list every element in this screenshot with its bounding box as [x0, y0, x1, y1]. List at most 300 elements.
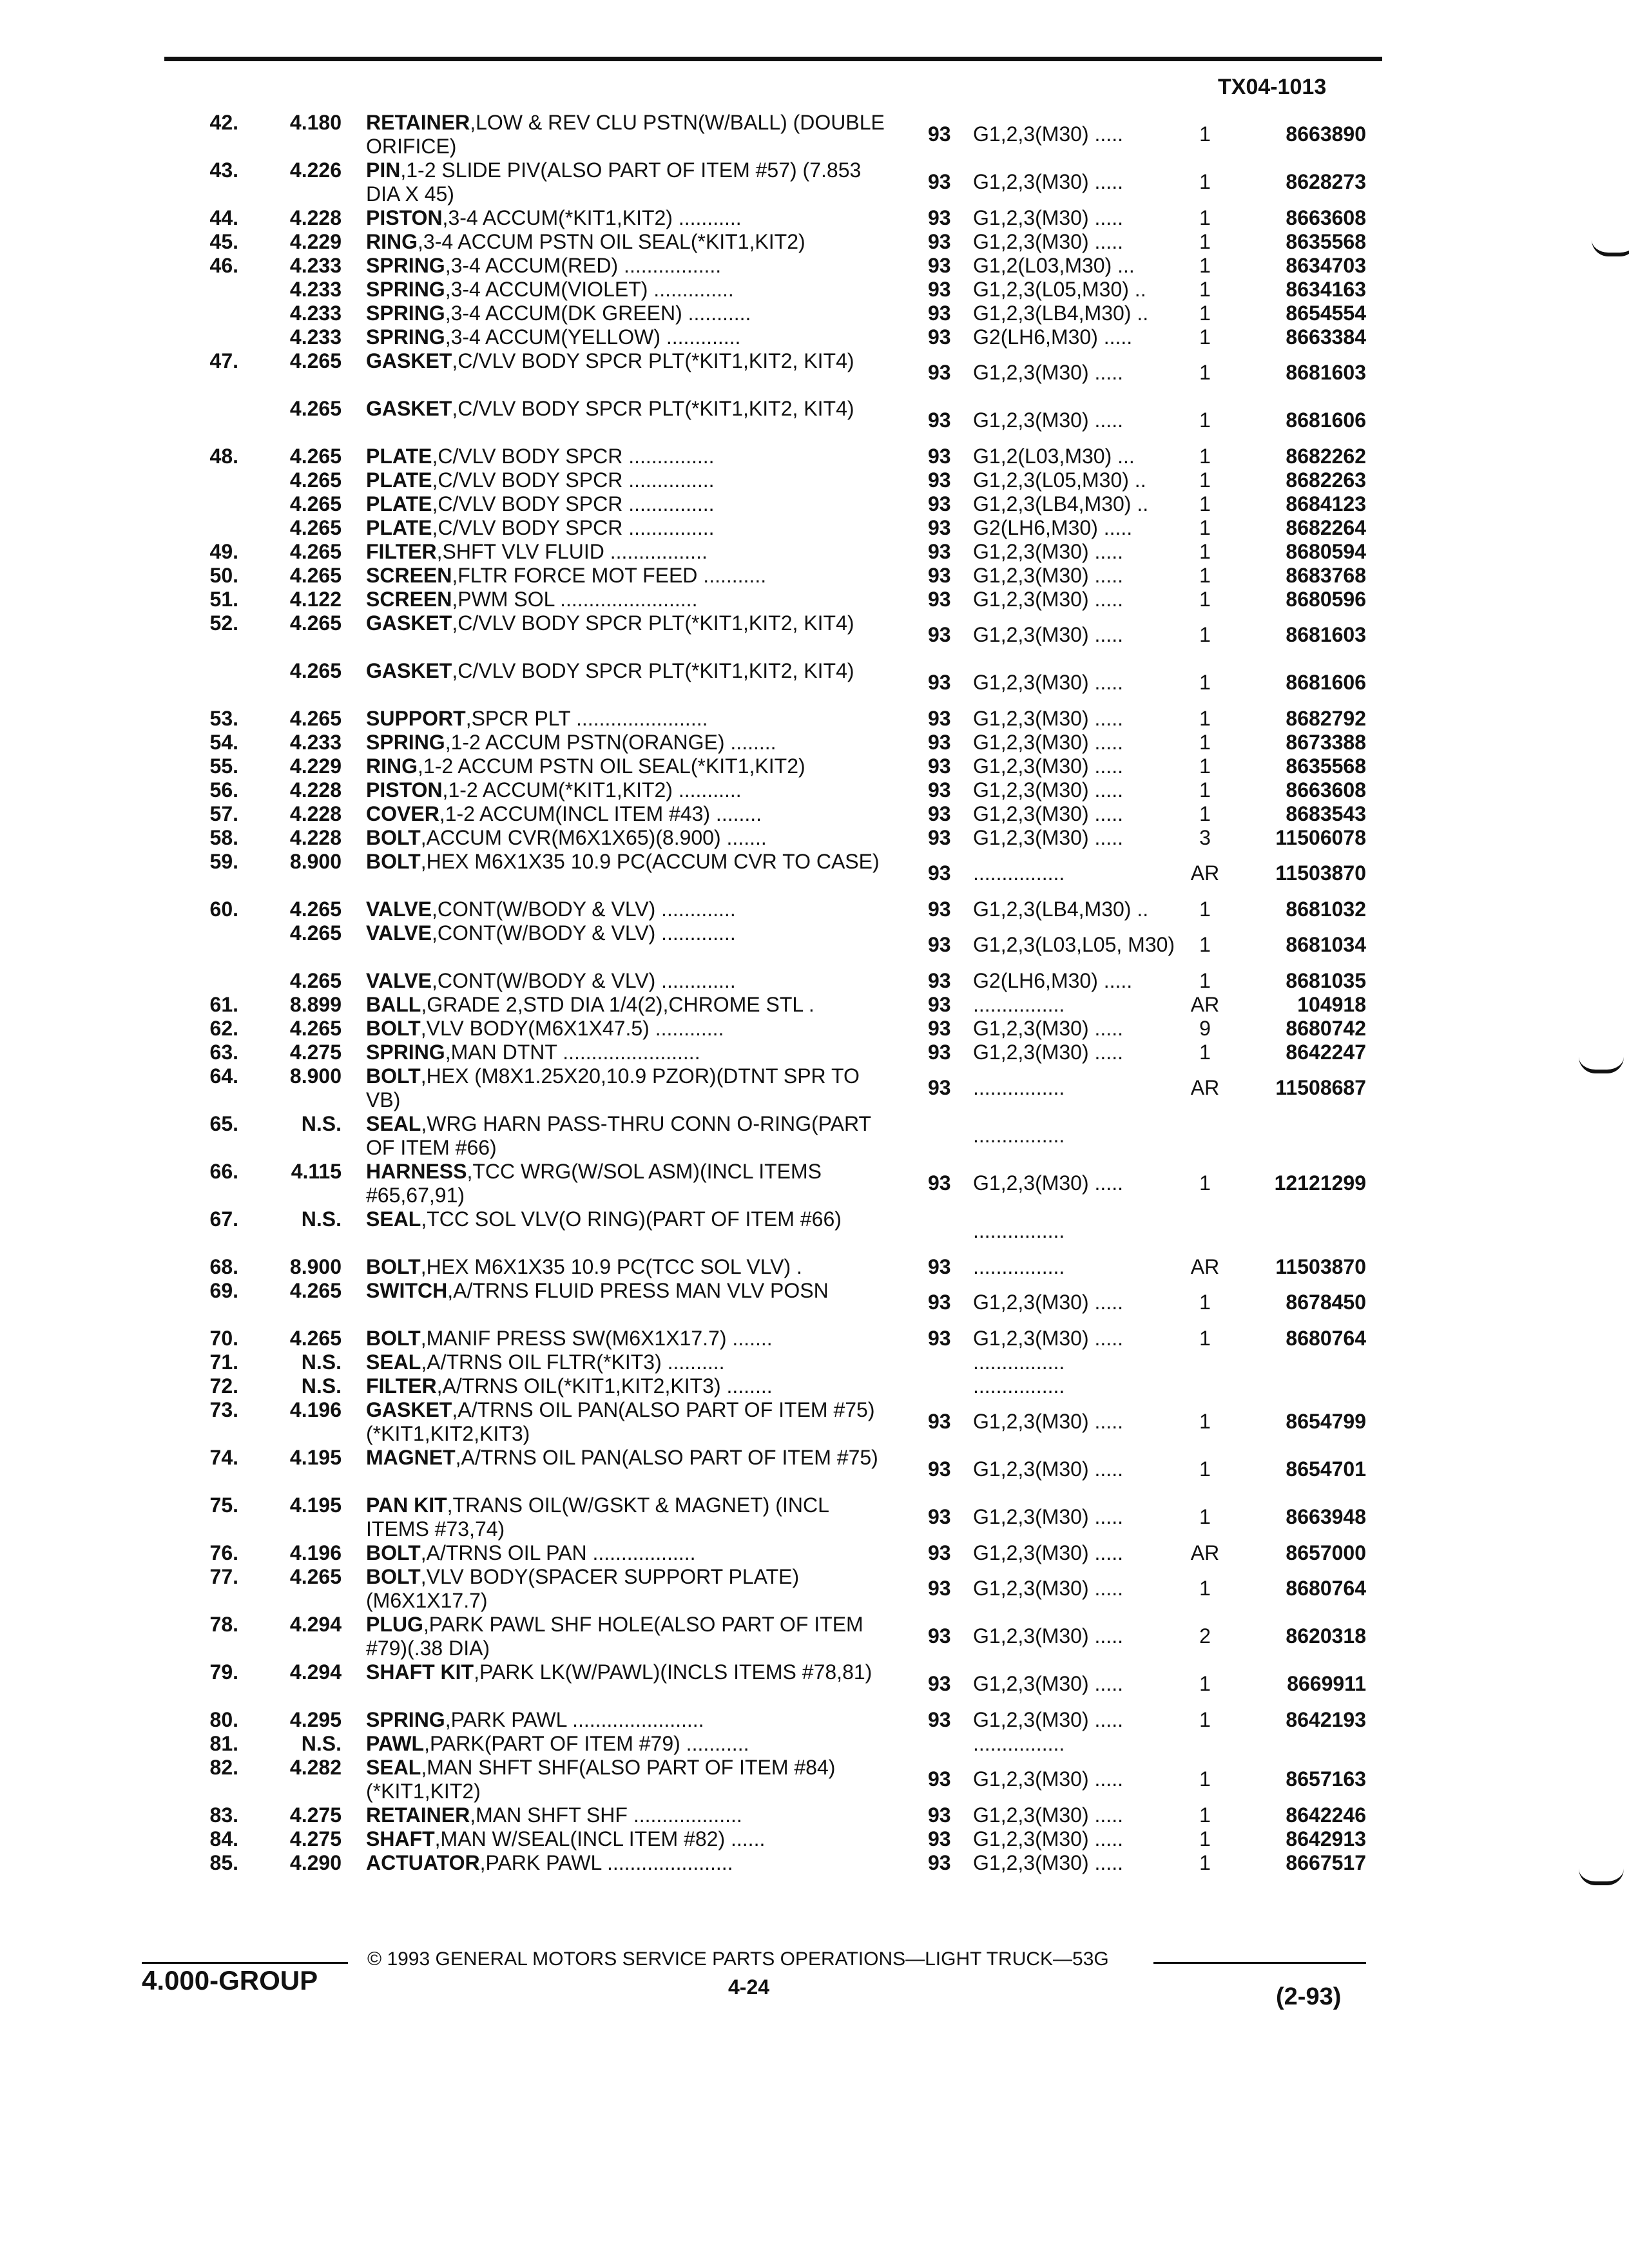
part-number: 8669911: [1287, 1672, 1366, 1695]
group-number: 4.115: [291, 1160, 342, 1183]
part-description: [366, 1327, 894, 1350]
part-description: [366, 1112, 894, 1160]
item-number: 42.: [209, 111, 238, 134]
parts-row: [0, 1851, 1629, 1875]
item-number: 66.: [209, 1160, 238, 1183]
part-detail: ,PARK(PART OF ITEM #79) ...........: [424, 1732, 749, 1755]
quantity: 1: [1199, 671, 1211, 694]
part-name: RETAINER: [366, 1803, 470, 1827]
part-detail: ,WRG HARN PASS-THRU CONN O-RING(PART OF ITEM #66): [366, 1112, 871, 1159]
item-number: 51.: [209, 588, 238, 611]
model-year: 93: [928, 1457, 951, 1481]
item-number: 57.: [209, 802, 238, 825]
parts-row: [0, 993, 1629, 1017]
model-year: 93: [928, 408, 951, 432]
model-year: 93: [928, 170, 951, 193]
part-name: PISTON: [366, 206, 443, 229]
part-detail: ,CONT(W/BODY & VLV) .............: [431, 898, 736, 921]
part-description: [366, 1041, 894, 1064]
part-detail: ,HEX M6X1X35 10.9 PC(TCC SOL VLV) .: [420, 1255, 802, 1278]
quantity: 1: [1199, 206, 1211, 229]
part-name: PLATE: [366, 445, 432, 468]
item-number: 49.: [209, 540, 238, 563]
usage-code: G1,2(L03,M30) ...: [973, 445, 1135, 468]
part-detail: ,A/TRNS OIL PAN(ALSO PART OF ITEM #75)(*KIT1,KIT2,KIT3): [366, 1398, 875, 1445]
part-description: [366, 1851, 894, 1875]
part-description: [366, 325, 894, 349]
part-number: 8642913: [1286, 1827, 1366, 1850]
usage-code: G1,2,3(M30) .....: [973, 1541, 1123, 1564]
item-number: 72.: [209, 1374, 238, 1398]
item-number: 65.: [209, 1112, 238, 1135]
part-name: VALVE: [366, 969, 432, 992]
part-name: PISTON: [366, 778, 443, 802]
part-name: BOLT: [366, 1064, 421, 1088]
usage-code: G1,2,3(M30) .....: [973, 1577, 1123, 1600]
part-name: PLATE: [366, 492, 432, 515]
item-number: 81.: [209, 1732, 238, 1755]
model-year: 93: [928, 1827, 951, 1850]
model-year: 93: [928, 254, 951, 277]
group-number: 4.228: [289, 802, 342, 825]
part-name: SUPPORT: [366, 707, 466, 730]
group-number: 4.233: [289, 278, 342, 301]
quantity: AR: [1190, 1541, 1220, 1564]
item-number: 43.: [209, 159, 238, 182]
quantity: 1: [1199, 170, 1211, 193]
part-description: [366, 1374, 894, 1398]
usage-code: G1,2,3(M30) .....: [973, 1171, 1123, 1195]
part-detail: ,CONT(W/BODY & VLV) .............: [431, 969, 736, 992]
usage-code: ................: [973, 1076, 1065, 1099]
model-year: 93: [928, 1767, 951, 1791]
item-number: 55.: [209, 754, 238, 778]
part-description: [366, 1279, 894, 1303]
usage-code: G1,2,3(M30) .....: [973, 361, 1123, 384]
parts-row: [0, 754, 1629, 778]
quantity: 2: [1199, 1624, 1211, 1648]
quantity: 1: [1199, 802, 1211, 825]
part-name: SPRING: [366, 325, 445, 349]
group-number: 4.294: [289, 1613, 342, 1636]
part-detail: ,PWM SOL ........................: [452, 588, 698, 611]
item-number: 70.: [209, 1327, 238, 1350]
item-number: 61.: [209, 993, 238, 1016]
parts-row: [0, 1803, 1629, 1827]
item-number: 78.: [209, 1613, 238, 1636]
parts-row: [0, 611, 1629, 659]
top-rule: [164, 57, 1382, 61]
model-year: 93: [928, 1076, 951, 1099]
usage-code: ................: [973, 861, 1065, 885]
part-detail: ,1-2 ACCUM(INCL ITEM #43) ........: [439, 802, 762, 825]
group-number: 4.265: [289, 659, 342, 682]
part-description: [366, 206, 894, 230]
part-detail: ,C/VLV BODY SPCR ...............: [432, 468, 715, 492]
part-number: 8635568: [1286, 754, 1366, 778]
item-number: 56.: [209, 778, 238, 802]
model-year: 93: [928, 540, 951, 563]
part-detail: ,1-2 SLIDE PIV(ALSO PART OF ITEM #57) (7.853 DIA X 45): [366, 159, 862, 206]
part-number: 8654799: [1286, 1410, 1366, 1433]
quantity: 1: [1199, 588, 1211, 611]
part-description: [366, 564, 894, 588]
group-number: 4.233: [289, 325, 342, 349]
quantity: 1: [1199, 969, 1211, 992]
model-year: 93: [928, 1541, 951, 1564]
part-detail: ,ACCUM CVR(M6X1X65)(8.900) .......: [420, 826, 767, 849]
part-name: GASKET: [366, 1398, 452, 1421]
parts-row: [0, 516, 1629, 540]
part-number: 8635568: [1286, 230, 1366, 253]
part-detail: ,3-4 ACCUM(*KIT1,KIT2) ...........: [442, 206, 742, 229]
part-name: BOLT: [366, 1327, 421, 1350]
part-description: [366, 921, 894, 945]
part-detail: ,A/TRNS OIL PAN ..................: [420, 1541, 696, 1564]
quantity: 1: [1199, 1457, 1211, 1481]
group-number: 4.294: [289, 1660, 342, 1684]
group-number: 4.180: [289, 111, 342, 134]
quantity: 1: [1199, 898, 1211, 921]
part-description: [366, 230, 894, 254]
group-number: N.S.: [301, 1374, 342, 1398]
part-number: 8680594: [1286, 540, 1366, 563]
model-year: 93: [928, 1291, 951, 1314]
part-number: 8654701: [1286, 1457, 1366, 1481]
parts-row: [0, 969, 1629, 993]
model-year: 93: [928, 516, 951, 539]
usage-code: G1,2,3(M30) .....: [973, 1505, 1123, 1528]
group-number: 8.899: [289, 993, 342, 1016]
part-description: [366, 1064, 894, 1112]
part-description: [366, 1541, 894, 1565]
part-number: 8634703: [1286, 254, 1366, 277]
group-number: 4.226: [289, 159, 342, 182]
usage-code: G1,2,3(M30) .....: [973, 826, 1123, 849]
part-name: RING: [366, 230, 418, 253]
group-number: 4.290: [289, 1851, 342, 1874]
usage-code: G1,2,3(M30) .....: [973, 122, 1123, 146]
group-number: 4.282: [289, 1756, 342, 1779]
part-detail: ,MAN W/SEAL(INCL ITEM #82) ......: [434, 1827, 766, 1850]
group-number: 4.265: [289, 611, 342, 635]
group-number: 4.275: [289, 1803, 342, 1827]
model-year: 93: [928, 445, 951, 468]
part-description: [366, 1350, 894, 1374]
parts-row: [0, 230, 1629, 254]
usage-code: G1,2,3(M30) .....: [973, 731, 1123, 754]
quantity: 1: [1199, 778, 1211, 802]
group-number: 4.229: [289, 754, 342, 778]
parts-row: [0, 1756, 1629, 1803]
model-year: 93: [928, 588, 951, 611]
usage-code: G1,2,3(M30) .....: [973, 1827, 1123, 1850]
parts-row: [0, 588, 1629, 611]
parts-row: [0, 492, 1629, 516]
quantity: 1: [1199, 1803, 1211, 1827]
part-description: [366, 1446, 894, 1470]
part-number: 8681035: [1286, 969, 1366, 992]
parts-row: [0, 898, 1629, 921]
model-year: 93: [928, 492, 951, 515]
parts-row: [0, 1207, 1629, 1255]
part-name: COVER: [366, 802, 439, 825]
part-number: 8681606: [1286, 408, 1366, 432]
part-detail: ,PARK PAWL SHF HOLE(ALSO PART OF ITEM #79)(.38 DIA): [366, 1613, 863, 1660]
group-number: 4.275: [289, 1827, 342, 1850]
part-name: FILTER: [366, 1374, 437, 1398]
parts-row: [0, 278, 1629, 302]
part-number: 8663608: [1286, 206, 1366, 229]
part-description: [366, 1803, 894, 1827]
group-number: 4.295: [289, 1708, 342, 1731]
part-detail: ,C/VLV BODY SPCR ...............: [432, 516, 715, 539]
quantity: 1: [1199, 933, 1211, 956]
part-name: SPRING: [366, 278, 445, 301]
part-number: 8667517: [1286, 1851, 1366, 1874]
group-number: 4.265: [289, 516, 342, 539]
part-number: 8642193: [1286, 1708, 1366, 1731]
quantity: 1: [1199, 325, 1211, 349]
part-name: ACTUATOR: [366, 1851, 480, 1874]
parts-row: [0, 397, 1629, 445]
margin-mark: [1579, 1869, 1624, 1885]
part-detail: ,PARK LK(W/PAWL)(INCLS ITEMS #78,81): [474, 1660, 872, 1684]
model-year: 93: [928, 993, 951, 1016]
group-number: 4.265: [289, 1565, 342, 1588]
part-description: [366, 826, 894, 850]
model-year: 93: [928, 1505, 951, 1528]
part-name: GASKET: [366, 349, 452, 372]
usage-code: G1,2,3(M30) .....: [973, 707, 1123, 730]
usage-code: G1,2,3(M30) .....: [973, 1803, 1123, 1827]
item-number: 44.: [209, 206, 238, 229]
parts-row: [0, 778, 1629, 802]
usage-code: G1,2,3(M30) .....: [973, 1457, 1123, 1481]
part-number: 11508687: [1275, 1076, 1366, 1099]
item-number: 80.: [209, 1708, 238, 1731]
usage-code: G1,2,3(M30) .....: [973, 1291, 1123, 1314]
quantity: 1: [1199, 408, 1211, 432]
part-name: PLATE: [366, 516, 432, 539]
usage-code: G1,2,3(M30) .....: [973, 1767, 1123, 1791]
quantity: 1: [1199, 731, 1211, 754]
parts-row: [0, 1041, 1629, 1064]
part-detail: ,HEX (M8X1.25X20,10.9 PZOR)(DTNT SPR TO VB): [366, 1064, 860, 1111]
model-year: 93: [928, 933, 951, 956]
part-number: 8680764: [1286, 1327, 1366, 1350]
part-name: PLATE: [366, 468, 432, 492]
parts-row: [0, 1541, 1629, 1565]
usage-code: ................: [973, 1350, 1065, 1374]
part-name: GASKET: [366, 397, 452, 420]
part-name: SPRING: [366, 302, 445, 325]
item-number: 82.: [209, 1756, 238, 1779]
part-detail: ,A/TRNS OIL(*KIT1,KIT2,KIT3) ........: [436, 1374, 773, 1398]
usage-code: ................: [973, 1255, 1065, 1278]
quantity: 1: [1199, 361, 1211, 384]
part-description: [366, 1398, 894, 1446]
group-number: 4.196: [289, 1541, 342, 1564]
parts-row: [0, 325, 1629, 349]
usage-code: G1,2,3(M30) .....: [973, 1672, 1123, 1695]
part-description: [366, 993, 894, 1017]
part-number: 8663608: [1286, 778, 1366, 802]
part-description: [366, 898, 894, 921]
item-number: 68.: [209, 1255, 238, 1278]
quantity: 1: [1199, 254, 1211, 277]
group-number: 4.265: [289, 349, 342, 372]
part-detail: ,3-4 ACCUM(YELLOW) .............: [445, 325, 741, 349]
item-number: 54.: [209, 731, 238, 754]
part-number: 11503870: [1275, 861, 1366, 885]
part-number: 8663384: [1286, 325, 1366, 349]
edition-date: (2-93): [1276, 1983, 1342, 2010]
part-detail: ,PARK PAWL ......................: [479, 1851, 733, 1874]
part-description: [366, 611, 894, 635]
model-year: 93: [928, 1017, 951, 1040]
part-number: 8683768: [1286, 564, 1366, 587]
parts-row: [0, 1565, 1629, 1613]
group-number: 4.265: [289, 540, 342, 563]
quantity: 1: [1199, 468, 1211, 492]
usage-code: G1,2,3(LB4,M30) ..: [973, 302, 1149, 325]
part-name: SPRING: [366, 1041, 445, 1064]
quantity: 1: [1199, 1851, 1211, 1874]
part-description: [366, 1756, 894, 1803]
part-description: [366, 1613, 894, 1660]
item-number: 83.: [209, 1803, 238, 1827]
part-name: BOLT: [366, 826, 421, 849]
parts-row: [0, 1732, 1629, 1756]
part-description: [366, 1255, 894, 1279]
part-detail: ,TCC SOL VLV(O RING)(PART OF ITEM #66): [421, 1207, 842, 1231]
part-number: 8642247: [1286, 1041, 1366, 1064]
parts-row: [0, 802, 1629, 826]
part-description: [366, 1207, 894, 1231]
part-description: [366, 731, 894, 754]
part-name: BALL: [366, 993, 421, 1016]
group-number: 4.122: [289, 588, 342, 611]
group-number: 4.228: [289, 826, 342, 849]
group-number: 4.265: [289, 397, 342, 420]
document-code: TX04-1013: [1218, 75, 1327, 99]
group-number: 4.265: [289, 492, 342, 515]
footer-rule-left: [142, 1962, 348, 1964]
part-number: 12121299: [1274, 1171, 1366, 1195]
group-number: 8.900: [289, 1064, 342, 1088]
part-description: [366, 707, 894, 731]
usage-code: G1,2,3(M30) .....: [973, 1624, 1123, 1648]
quantity: AR: [1190, 993, 1220, 1016]
item-number: 79.: [209, 1660, 238, 1684]
parts-row: [0, 1255, 1629, 1279]
group-number: 4.265: [289, 468, 342, 492]
quantity: 1: [1199, 1827, 1211, 1850]
item-number: 84.: [209, 1827, 238, 1850]
part-description: [366, 492, 894, 516]
part-number: 8681606: [1286, 671, 1366, 694]
parts-row: [0, 1494, 1629, 1541]
model-year: 93: [928, 671, 951, 694]
part-number: 8628273: [1286, 170, 1366, 193]
part-description: [366, 445, 894, 468]
model-year: 93: [928, 230, 951, 253]
model-year: 93: [928, 1327, 951, 1350]
parts-row: [0, 659, 1629, 707]
part-name: FILTER: [366, 540, 437, 563]
quantity: 1: [1199, 1672, 1211, 1695]
usage-code: ................: [973, 1732, 1065, 1755]
group-number: 4.265: [289, 1327, 342, 1350]
group-number: N.S.: [301, 1732, 342, 1755]
part-description: [366, 540, 894, 564]
quantity: AR: [1190, 1076, 1220, 1099]
parts-row: [0, 1112, 1629, 1160]
page-number: 4-24: [728, 1975, 770, 1999]
model-year: 93: [928, 564, 951, 587]
group-number: 8.900: [289, 1255, 342, 1278]
part-description: [366, 778, 894, 802]
part-name: PIN: [366, 159, 401, 182]
quantity: 1: [1199, 1708, 1211, 1731]
item-number: 46.: [209, 254, 238, 277]
part-name: RING: [366, 754, 418, 778]
part-description: [366, 516, 894, 540]
part-description: [366, 397, 894, 421]
group-number: 4.265: [289, 969, 342, 992]
quantity: 1: [1199, 492, 1211, 515]
usage-code: G1,2,3(M30) .....: [973, 1327, 1123, 1350]
part-number: 8681603: [1286, 361, 1366, 384]
part-name: SCREEN: [366, 588, 452, 611]
group-number: 4.228: [289, 206, 342, 229]
group-number: 4.265: [289, 707, 342, 730]
parts-row: [0, 1279, 1629, 1327]
part-number: 8673388: [1286, 731, 1366, 754]
usage-code: G1,2,3(M30) .....: [973, 1410, 1123, 1433]
model-year: 93: [928, 861, 951, 885]
usage-code: G1,2,3(LB4,M30) ..: [973, 898, 1149, 921]
group-number: 4.233: [289, 731, 342, 754]
usage-code: ................: [973, 1124, 1065, 1147]
part-number: 8680596: [1286, 588, 1366, 611]
part-detail: ,MAN SHFT SHF(ALSO PART OF ITEM #84)(*KIT1,KIT2): [366, 1756, 836, 1803]
part-description: [366, 1660, 894, 1684]
usage-code: G1,2,3(M30) .....: [973, 564, 1123, 587]
group-number: 4.265: [289, 1279, 342, 1302]
part-number: 8620318: [1286, 1624, 1366, 1648]
group-number: 4.196: [289, 1398, 342, 1421]
part-name: SEAL: [366, 1207, 421, 1231]
part-detail: ,C/VLV BODY SPCR ...............: [432, 492, 715, 515]
parts-row: [0, 302, 1629, 325]
part-name: SEAL: [366, 1756, 421, 1779]
part-detail: ,C/VLV BODY SPCR PLT(*KIT1,KIT2, KIT4): [452, 611, 854, 635]
part-detail: ,C/VLV BODY SPCR ...............: [432, 445, 715, 468]
quantity: 1: [1199, 1577, 1211, 1600]
usage-code: G2(LH6,M30) .....: [973, 325, 1133, 349]
part-name: BOLT: [366, 1255, 421, 1278]
quantity: 1: [1199, 1767, 1211, 1791]
usage-code: G2(LH6,M30) .....: [973, 516, 1133, 539]
quantity: 1: [1199, 564, 1211, 587]
parts-row: [0, 564, 1629, 588]
usage-code: G1,2,3(L03,L05, M30): [973, 933, 1175, 956]
part-number: 8682263: [1286, 468, 1366, 492]
quantity: 1: [1199, 445, 1211, 468]
part-description: [366, 302, 894, 325]
